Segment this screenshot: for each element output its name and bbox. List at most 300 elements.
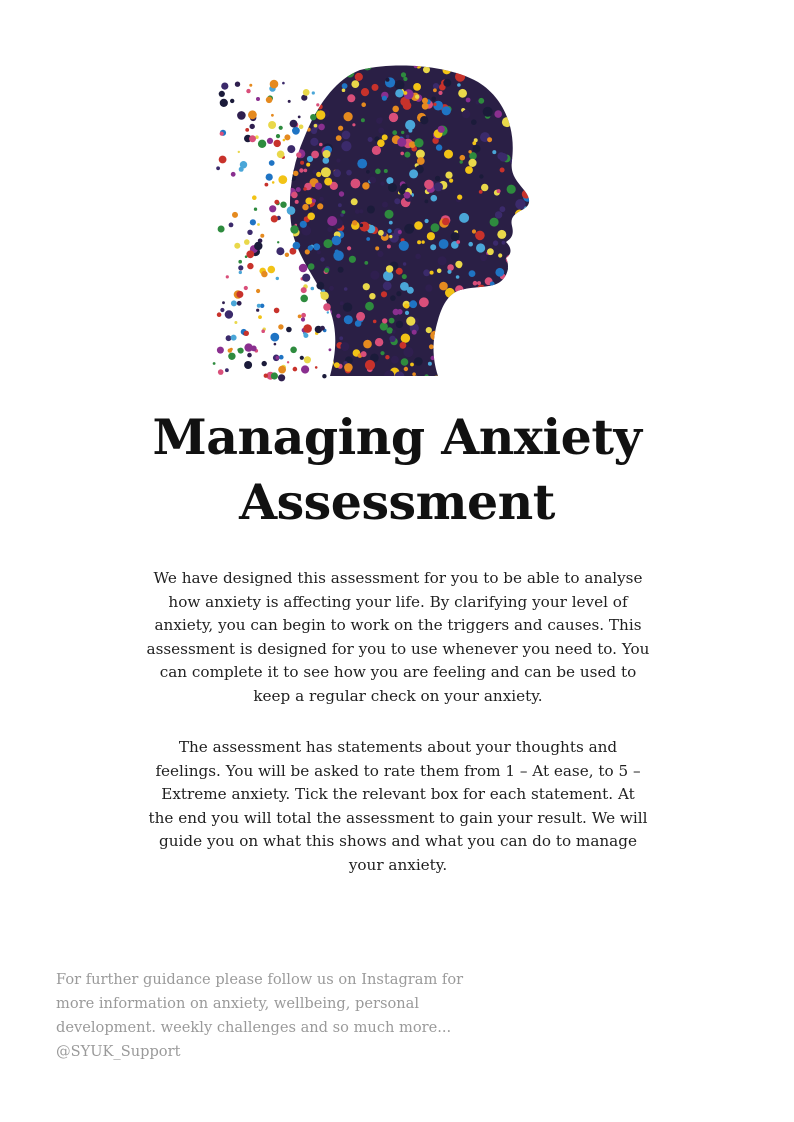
head-dot (458, 89, 467, 98)
head-dot (477, 293, 487, 303)
head-dot (499, 363, 505, 369)
scatter-dot (249, 84, 252, 87)
head-dot (425, 200, 429, 204)
head-dot (445, 172, 452, 179)
head-dot (323, 357, 331, 365)
head-dot (457, 195, 462, 200)
head-dot (483, 107, 493, 117)
head-dot (383, 271, 393, 281)
scatter-dot (303, 89, 310, 96)
title-line-1: Managing Anxiety (152, 408, 642, 466)
head-dot (458, 331, 467, 340)
scatter-dot (236, 291, 243, 298)
head-dot (412, 330, 417, 335)
head-dot (404, 152, 410, 158)
intro-line: assessment is designed for you to use whenever you need to. You (146, 639, 650, 658)
head-dot (356, 67, 360, 71)
head-dot (283, 237, 291, 245)
head-dot (380, 351, 384, 355)
scatter-dot (329, 348, 332, 351)
head-dot (327, 216, 337, 226)
scatter-dot (268, 266, 276, 274)
scatter-dot (219, 156, 227, 164)
head-dot (495, 323, 501, 329)
head-dot (282, 104, 290, 112)
head-dot (487, 365, 493, 371)
head-dot (336, 135, 342, 141)
scatter-dot (254, 242, 262, 250)
head-dot (484, 309, 488, 313)
head-dot (334, 362, 340, 368)
head-dot (513, 345, 521, 353)
head-dot (315, 66, 322, 73)
head-dot (382, 96, 387, 101)
head-dot (315, 354, 325, 364)
head-dot (513, 311, 521, 319)
head-dot (507, 185, 516, 194)
head-dot (388, 183, 397, 192)
scatter-dot (276, 134, 280, 138)
head-dot (385, 210, 394, 219)
intro-line: can complete it to see how you are feeling and can be used to (159, 663, 637, 682)
instructions-line: guide you on what this shows and what you can do to manage (159, 832, 637, 851)
head-dot (323, 333, 330, 340)
head-dot (405, 311, 409, 315)
head-dot (455, 285, 463, 293)
head-dot (317, 250, 321, 254)
head-dot (279, 165, 287, 173)
colorful-dotted-head-icon (210, 58, 530, 388)
head-dot (447, 264, 454, 271)
scatter-dot (238, 260, 242, 264)
head-dot (517, 283, 522, 288)
scatter-dot (323, 150, 331, 158)
scatter-dot (311, 287, 315, 291)
head-dot (365, 360, 375, 370)
head-dot (404, 91, 408, 95)
head-dot (422, 98, 428, 104)
scatter-dot (244, 361, 252, 369)
head-dot (472, 229, 476, 233)
head-dot (490, 282, 495, 287)
head-dot (387, 245, 391, 249)
head-dot (468, 150, 471, 153)
scatter-dot (256, 289, 260, 293)
head-dot (433, 88, 437, 92)
head-dot (417, 240, 421, 244)
head-dot (469, 270, 476, 277)
head-dot (342, 88, 346, 92)
head-dot (351, 179, 361, 189)
head-dot (472, 141, 476, 145)
scatter-dot (217, 312, 222, 317)
head-dot (296, 109, 300, 113)
head-dot (507, 266, 516, 275)
head-dot (481, 184, 488, 191)
scatter-dot (316, 172, 321, 177)
head-dot (477, 295, 484, 302)
head-dot (333, 169, 341, 177)
head-dot (442, 218, 450, 226)
scatter-dot (239, 271, 242, 274)
head-dot (441, 311, 450, 320)
instagram-handle: @SYUK_Support (56, 1043, 181, 1060)
head-dot (400, 342, 407, 349)
head-dot (310, 290, 317, 297)
head-dot (378, 230, 384, 236)
head-dot (286, 275, 296, 285)
head-dot (402, 274, 407, 279)
head-dot (439, 239, 449, 249)
head-dot (398, 59, 402, 63)
head-dot (471, 119, 477, 125)
head-dot (392, 330, 396, 334)
head-dot (449, 357, 455, 363)
scatter-dot (315, 366, 318, 369)
scatter-dot (295, 200, 299, 204)
scatter-dot (218, 369, 224, 375)
scatter-dot (244, 331, 249, 336)
head-dot (344, 363, 353, 372)
scatter-dot (222, 301, 225, 304)
head-dot (306, 163, 310, 167)
scatter-dot (301, 287, 307, 293)
head-dot (389, 336, 395, 342)
head-dot (473, 281, 478, 286)
head-dot (340, 301, 344, 305)
head-dot (361, 88, 369, 96)
head-dot (298, 103, 302, 107)
head-dot (443, 338, 448, 343)
head-dot (361, 65, 365, 69)
head-dot (335, 250, 339, 254)
head-dot (438, 91, 442, 95)
head-dot (342, 83, 348, 89)
head-dot (462, 359, 465, 362)
scatter-dot (304, 356, 311, 363)
head-dot (399, 241, 409, 251)
scatter-dot (272, 181, 275, 184)
head-dot (515, 199, 525, 209)
head-dot (424, 374, 428, 378)
head-dot (280, 119, 283, 122)
head-dot (380, 322, 388, 330)
head-dot (404, 367, 408, 371)
head-dot (510, 158, 516, 164)
head-dot (380, 182, 384, 186)
head-dot (457, 297, 462, 302)
head-dot (326, 78, 335, 87)
scatter-dot (293, 242, 301, 250)
head-dot (522, 264, 529, 271)
head-dot (519, 80, 528, 89)
head-dot (383, 281, 392, 290)
scatter-dot (257, 304, 261, 308)
head-dot (431, 356, 435, 360)
head-dot (477, 281, 481, 285)
head-dot (520, 346, 525, 351)
scatter-dot (302, 204, 308, 210)
instructions-line: Extreme anxiety. Tick the relevant box for each statement. At (161, 785, 635, 804)
head-dot (369, 293, 375, 299)
scatter-dot (292, 127, 300, 135)
scatter-dot (220, 99, 228, 107)
head-dot (372, 84, 379, 91)
head-dot (361, 102, 366, 107)
head-dot (368, 137, 373, 142)
head-dot (392, 106, 399, 113)
head-dot (435, 176, 440, 181)
head-dot (507, 333, 516, 342)
head-dot (283, 166, 287, 170)
head-dot (401, 334, 410, 343)
scatter-dot (249, 135, 256, 142)
scatter-dot (230, 99, 234, 103)
head-dot (517, 313, 527, 323)
head-dot (307, 290, 316, 299)
head-dot (518, 331, 522, 335)
head-dot (497, 315, 502, 320)
scatter-dot (312, 169, 317, 174)
scatter-dot (235, 82, 240, 87)
intro-line: anxiety, you can begin to work on the triggers and causes. This (154, 616, 642, 635)
head-dot (478, 322, 487, 331)
scatter-dot (244, 286, 248, 290)
instructions-line: feelings. You will be asked to rate them from 1 – At ease, to 5 – (155, 761, 641, 780)
head-dot (339, 336, 343, 340)
scatter-dot (217, 347, 224, 354)
head-dot (295, 304, 303, 312)
head-dot (474, 342, 478, 346)
head-dot (406, 317, 415, 326)
scatter-dot (283, 139, 286, 142)
instructions-paragraph (118, 736, 678, 878)
head-dot (397, 138, 406, 147)
head-dot (453, 321, 457, 325)
scatter-dot (230, 348, 233, 351)
scatter-dot (238, 151, 240, 153)
scatter-dot (269, 205, 276, 212)
head-dot (447, 270, 451, 274)
head-dot (525, 359, 530, 366)
scatter-dot (280, 202, 286, 208)
head-dot (291, 58, 295, 61)
head-dot (522, 296, 530, 306)
scatter-dot (232, 212, 238, 218)
head-dot (429, 344, 434, 349)
head-dot (367, 206, 375, 214)
head-dot (386, 265, 393, 272)
scatter-dot (226, 275, 229, 278)
head-dot (338, 267, 344, 273)
head-dot (375, 246, 379, 250)
scatter-dot (301, 365, 309, 373)
scatter-dot (302, 274, 310, 282)
head-dot (414, 64, 418, 68)
head-dot (319, 197, 324, 202)
scatter-dot (323, 303, 331, 311)
head-dot (456, 240, 460, 244)
head-dot (521, 173, 529, 181)
head-dot (495, 268, 504, 277)
title-line-2: Assessment (239, 473, 555, 531)
head-dot (369, 177, 376, 184)
head-dot (476, 365, 485, 374)
head-dot (523, 58, 527, 62)
scatter-dot (278, 374, 285, 381)
head-dot (505, 301, 509, 305)
head-dot (465, 166, 473, 174)
scatter-dot (296, 152, 301, 157)
head-dot (468, 63, 474, 69)
head-dot (351, 198, 358, 205)
scatter-dot (271, 372, 278, 379)
head-dot (372, 146, 381, 155)
head-dot (520, 111, 529, 120)
head-dot (455, 72, 465, 82)
head-dot (313, 109, 317, 113)
scatter-dot (308, 263, 315, 270)
head-dot (327, 359, 334, 366)
scatter-dot (264, 374, 268, 378)
head-dot (522, 375, 527, 380)
head-dot (462, 110, 470, 118)
scatter-dot (277, 151, 285, 159)
scatter-dot (274, 308, 280, 314)
scatter-dot (225, 310, 233, 318)
head-dot (433, 83, 439, 89)
head-dot (323, 58, 326, 61)
head-dot (417, 157, 425, 165)
head-dot (320, 68, 324, 72)
head-dot (455, 339, 461, 345)
head-dot (404, 224, 414, 234)
intro-paragraph (118, 567, 678, 709)
scatter-dot (247, 263, 253, 269)
scatter-dot (252, 195, 257, 200)
scatter-dot (320, 257, 324, 261)
head-dot (385, 355, 389, 359)
head-dot (442, 59, 445, 62)
head-dot (342, 131, 351, 140)
scatter-dot (237, 111, 246, 120)
head-dot (423, 66, 430, 73)
scatter-dot (271, 215, 278, 222)
head-dot (456, 275, 460, 279)
head-dot (336, 314, 340, 318)
scatter-dot (274, 140, 281, 147)
head-dot (360, 224, 364, 228)
head-dot (455, 261, 462, 268)
scatter-dot (267, 138, 273, 144)
head-dot (315, 336, 321, 342)
head-dot (423, 269, 430, 276)
head-dot (449, 308, 458, 317)
head-dot (357, 159, 367, 169)
head-dot (469, 293, 477, 301)
head-dot (502, 117, 512, 127)
scatter-dot (285, 253, 289, 257)
head-dot (451, 322, 461, 332)
scatter-dot (301, 317, 305, 321)
head-dot (318, 73, 325, 80)
head-dot (419, 297, 429, 307)
head-dot (439, 370, 445, 376)
head-dot (346, 69, 355, 78)
scatter-dot (303, 187, 307, 191)
head-dot (363, 283, 370, 290)
scatter-dot (250, 124, 255, 129)
head-dot (475, 231, 485, 241)
scatter-dot (327, 311, 329, 313)
head-dot (498, 98, 502, 102)
scatter-dot (256, 97, 260, 101)
scatter-dot (265, 183, 269, 187)
head-dot (410, 363, 414, 367)
head-dot (395, 371, 405, 381)
head-dot (494, 110, 502, 118)
scatter-dot (315, 208, 318, 211)
scatter-dot (229, 223, 234, 228)
head-dot (362, 60, 372, 70)
head-dot (460, 155, 466, 161)
head-dot (495, 211, 502, 218)
head-dot (391, 356, 399, 364)
scatter-dot (234, 321, 237, 324)
scatter-dot (216, 166, 220, 170)
head-dot (443, 58, 450, 62)
scatter-dot (271, 114, 274, 117)
head-dot (425, 284, 432, 291)
scatter-dot (248, 110, 257, 119)
head-dot (415, 95, 419, 99)
head-dot (355, 73, 363, 81)
scatter-dot (277, 241, 279, 243)
head-dot (498, 253, 502, 257)
head-dot (506, 255, 515, 264)
head-dot (514, 130, 520, 136)
head-dot (439, 381, 443, 385)
head-dot (377, 251, 383, 257)
head-dot (421, 240, 424, 243)
head-dot (307, 311, 317, 321)
scatter-dot (244, 239, 250, 245)
head-dot (466, 290, 472, 296)
scatter-dot (284, 134, 290, 140)
head-dot (356, 312, 365, 321)
head-dot (487, 248, 494, 255)
scatter-dot (274, 343, 277, 346)
head-dot (430, 331, 439, 340)
head-dot (477, 285, 485, 293)
head-dot (298, 78, 307, 87)
head-dot (305, 198, 312, 205)
head-dot (420, 116, 428, 124)
scatter-dot (219, 91, 225, 97)
head-dot (404, 192, 411, 199)
head-dot (316, 58, 325, 66)
scatter-dot (231, 172, 236, 177)
head-dot (460, 160, 463, 163)
head-dot (401, 184, 408, 191)
head-dot (310, 138, 318, 146)
scatter-dot (228, 353, 235, 360)
head-dot (403, 262, 406, 265)
head-dot (403, 347, 413, 357)
head-dot (432, 376, 441, 385)
head-dot (508, 71, 516, 79)
head-dot (341, 141, 351, 151)
